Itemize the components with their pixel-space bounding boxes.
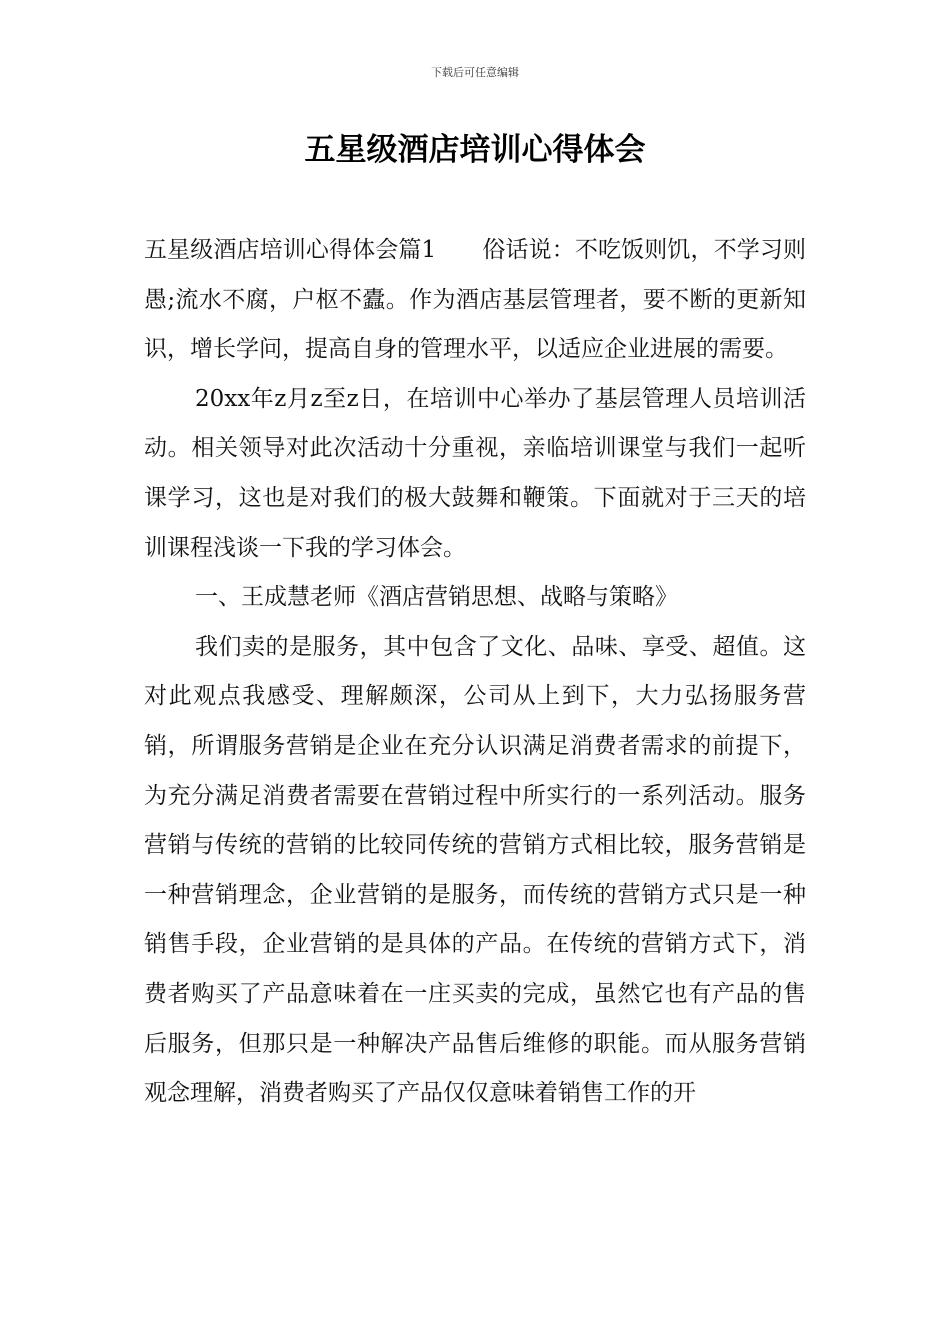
body-paragraph: 我们卖的是服务，其中包含了文化、品味、享受、超值。这对此观点我感受、理解颇深，公司从上到下，大力弘扬服务营销，所谓服务营销是企业在充分认识满足消费者需求的前提下，为充分满足消费者需要在营销过程中所实行的一系列活动。服务营销与传统的营销的比较同传统的营销方式相比较，服务营销是一种营销理念，企业营销的是服务，而传统的营销方式只是一种销售手段，企业营销的是具体的产品。在传统的营销方式下，消费者购买了产品意味着在一庄买卖的完成，虽然它也有产品的售后服务，但那只是一种解决产品售后维修的职能。而从服务营销观念理解，消费者购买了产品仅仅意味着销售工作的开	[144, 633, 806, 1107]
paragraph-text: 俗话说：不吃饭则饥，不学习则愚;流水不腐，户枢不蠹。作为酒店基层管理者，要不断的更新知识，增长学问，提高自身的管理水平，以适应企业进展的需要。	[144, 237, 806, 363]
intro-paragraph	[144, 226, 806, 375]
body-paragraph: 20xx年z月z至z日，在培训中心举办了基层管理人员培训活动。相关领导对此次活动十分重视，亲临培训课堂与我们一起听课学习，这也是对我们的极大鼓舞和鞭策。下面就对于三天的培训课程浅谈一下我的学习体会。	[144, 385, 806, 561]
section-subheading: 一、王成慧老师《酒店营销思想、战略与策略》	[195, 584, 678, 611]
document-body	[144, 226, 806, 1119]
page-header-note: 下载后可任意编辑	[431, 66, 519, 79]
section-heading: 五星级酒店培训心得体会篇1	[144, 237, 437, 263]
document-title: 五星级酒店培训心得体会	[304, 132, 646, 168]
